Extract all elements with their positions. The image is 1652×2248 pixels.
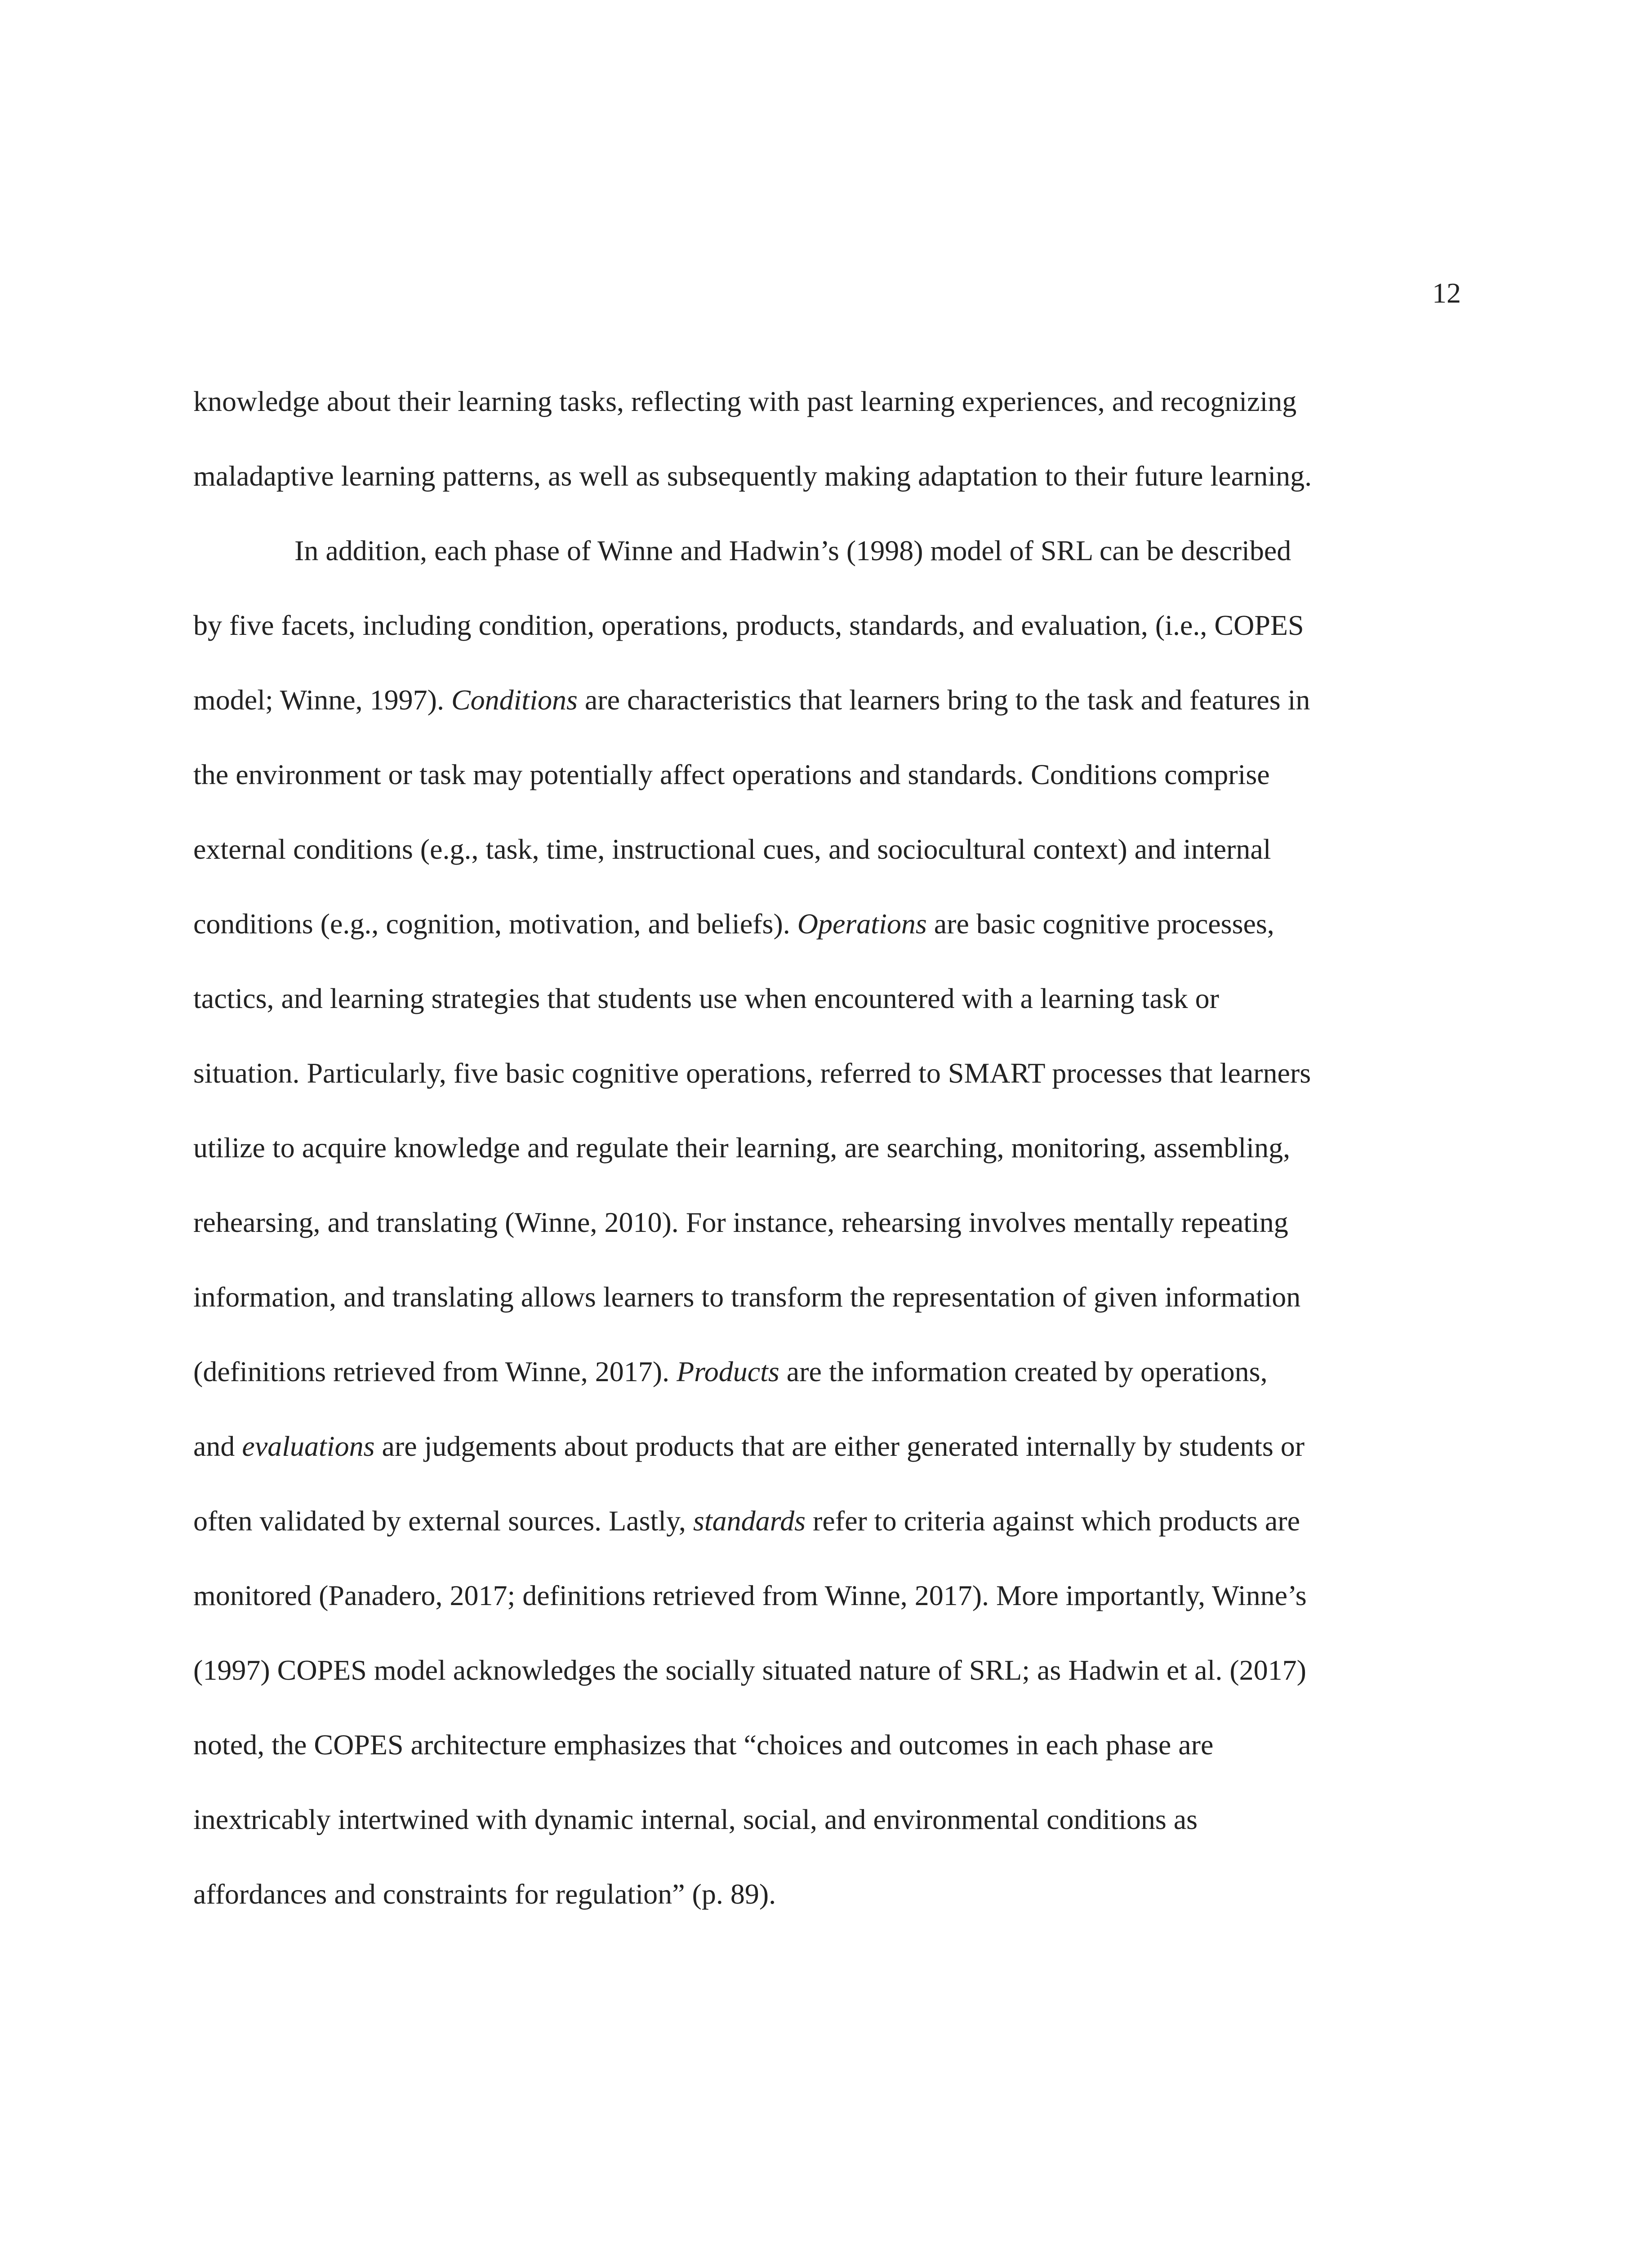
text-line — [193, 663, 1465, 737]
text-line — [193, 887, 1465, 961]
text-run: utilize to acquire knowledge and regulate their learning, are searching, monitoring, assembling, — [193, 1132, 1291, 1164]
text-line — [193, 439, 1465, 513]
text-run: (definitions retrieved from Winne, 2017). — [193, 1356, 677, 1387]
text-run: by five facets, including condition, operations, products, standards, and evaluation, (i.e., COPES — [193, 609, 1304, 641]
text-run: (1997) COPES model acknowledges the socially situated nature of SRL; as Hadwin et al. (2017) — [193, 1654, 1306, 1686]
text-run: maladaptive learning patterns, as well as subsequently making adaptation to their future learning. — [193, 460, 1312, 492]
text-line — [193, 588, 1465, 663]
text-line — [193, 1036, 1465, 1111]
text-line — [193, 1857, 1465, 1931]
text-line — [193, 1111, 1465, 1185]
text-line — [193, 812, 1465, 887]
text-run: situation. Particularly, five basic cognitive operations, referred to SMART processes that learners — [193, 1057, 1311, 1089]
text-line — [193, 364, 1465, 439]
italic-term: Conditions — [451, 684, 578, 716]
text-run: often validated by external sources. Lastly, — [193, 1505, 693, 1537]
text-run: monitored (Panadero, 2017; definitions retrieved from Winne, 2017). More importantly, Winne’s — [193, 1579, 1307, 1611]
italic-term: Operations — [797, 908, 927, 940]
text-run: knowledge about their learning tasks, reflecting with past learning experiences, and recognizing — [193, 385, 1297, 417]
text-line — [193, 1334, 1465, 1409]
text-run: noted, the COPES architecture emphasizes that “choices and outcomes in each phase are — [193, 1729, 1214, 1761]
text-line — [193, 1708, 1465, 1782]
text-run: and — [193, 1430, 242, 1462]
text-run: information, and translating allows learners to transform the representation of given information — [193, 1281, 1301, 1313]
text-line — [193, 513, 1465, 588]
text-run: inextricably intertwined with dynamic internal, social, and environmental conditions as — [193, 1803, 1198, 1835]
text-line — [193, 1558, 1465, 1633]
text-line — [193, 1782, 1465, 1857]
text-run: rehearsing, and translating (Winne, 2010). For instance, rehearsing involves mentally repeating — [193, 1206, 1288, 1238]
text-line — [193, 1484, 1465, 1558]
italic-term: standards — [693, 1505, 806, 1537]
page-number: 12 — [1432, 277, 1461, 309]
text-run: are characteristics that learners bring to the task and features in — [577, 684, 1310, 716]
text-run: tactics, and learning strategies that students use when encountered with a learning task or — [193, 982, 1219, 1014]
text-run: are basic cognitive processes, — [926, 908, 1274, 940]
text-run: are judgements about products that are either generated internally by students or — [374, 1430, 1305, 1462]
italic-term: Products — [677, 1356, 779, 1387]
body-text — [193, 364, 1465, 1931]
text-run: affordances and constraints for regulation” (p. 89). — [193, 1878, 776, 1910]
text-run: the environment or task may potentially affect operations and standards. Conditions comprise — [193, 758, 1270, 790]
text-line — [193, 1260, 1465, 1334]
text-line — [193, 1633, 1465, 1708]
text-line — [193, 737, 1465, 812]
text-line — [193, 1409, 1465, 1484]
text-run: model; Winne, 1997). — [193, 684, 451, 716]
text-run: external conditions (e.g., task, time, instructional cues, and sociocultural context) and internal — [193, 833, 1271, 865]
text-line — [193, 961, 1465, 1036]
text-run: refer to criteria against which products are — [806, 1505, 1300, 1537]
italic-term: evaluations — [242, 1430, 375, 1462]
text-line — [193, 1185, 1465, 1260]
text-run: In addition, each phase of Winne and Hadwin’s (1998) model of SRL can be described — [294, 535, 1291, 566]
text-run: are the information created by operations, — [779, 1356, 1268, 1387]
text-run: conditions (e.g., cognition, motivation, and beliefs). — [193, 908, 797, 940]
